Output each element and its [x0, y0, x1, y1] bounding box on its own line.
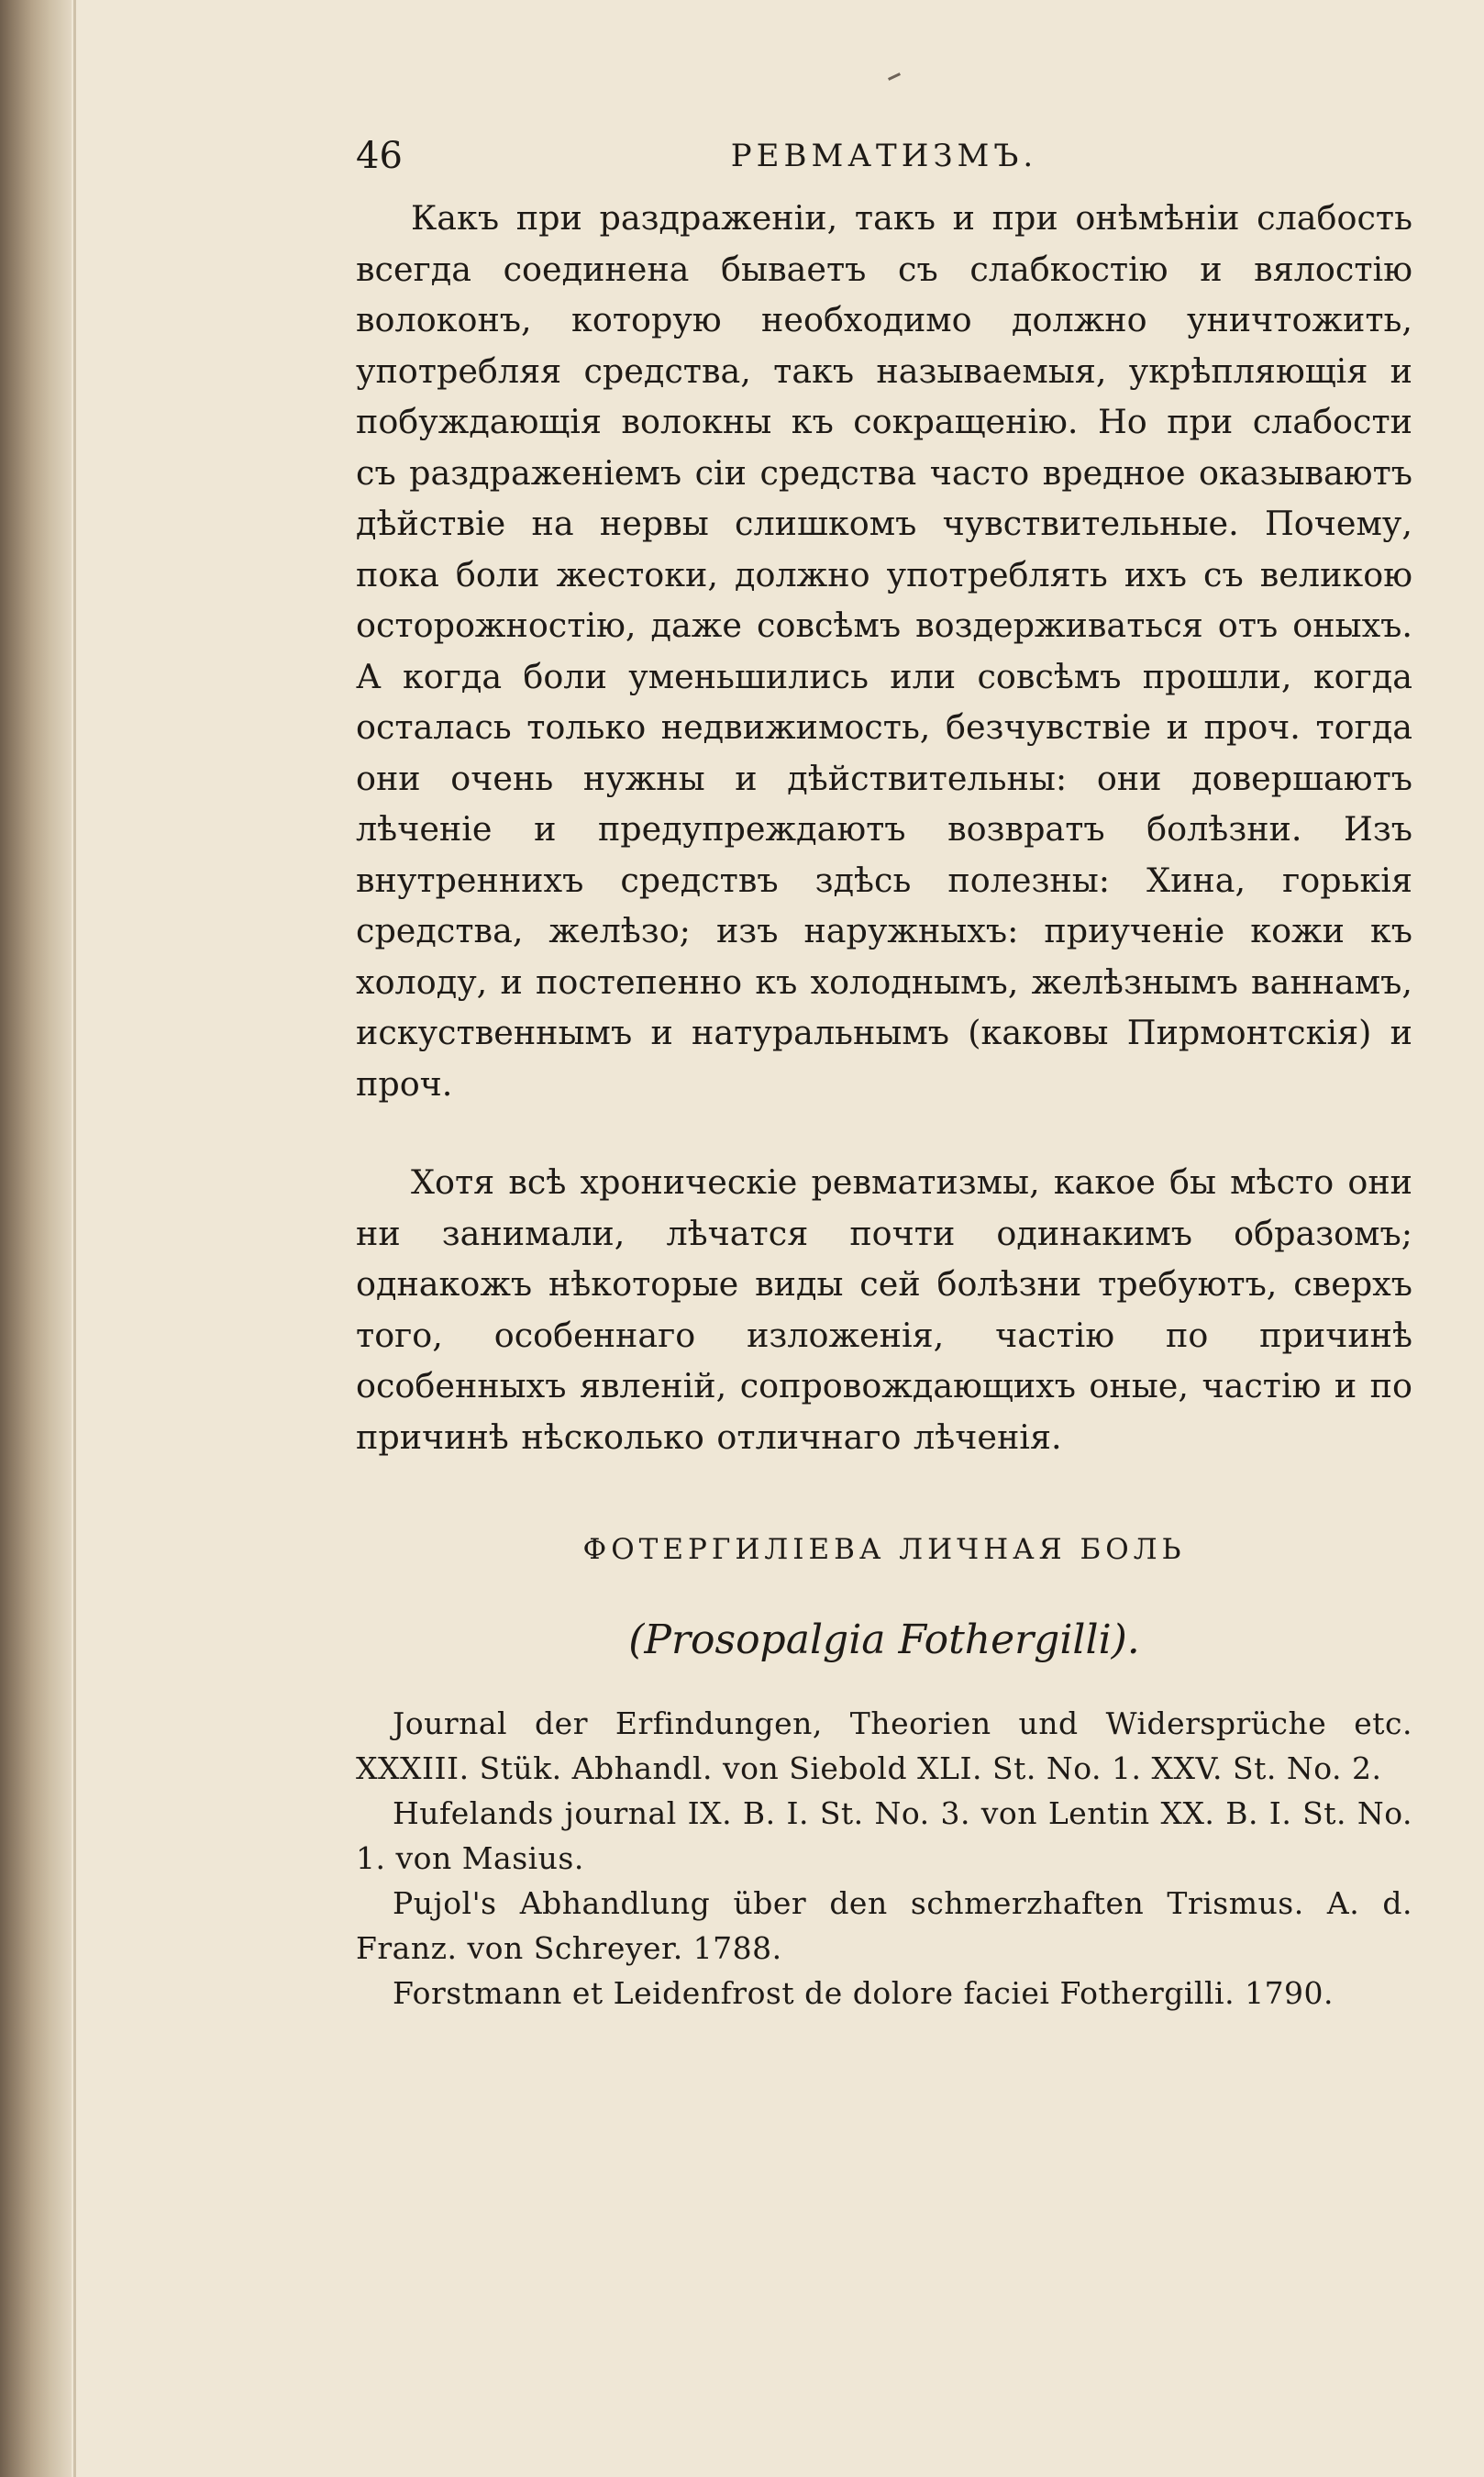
stray-ink-mark — [888, 72, 901, 81]
page-number: 46 — [356, 135, 403, 177]
reference-list — [356, 1701, 1412, 2016]
reference-item: Journal der Erfindungen, Theorien und Widersprüche etc. XXXIII. Stük. Abhandl. von Siebold XLI. St. No. 1. XXV. St. No. 2. — [356, 1705, 1412, 1786]
reference-item: Forstmann et Leidenfrost de dolore faciei Fothergilli. 1790. — [393, 1975, 1334, 2011]
reference-item: Hufelands journal IX. B. I. St. No. 3. von Lentin XX. B. I. St. No. 1. von Masius. — [356, 1795, 1412, 1876]
section-heading: ФОТЕРГИЛІЕВА ЛИЧНАЯ БОЛЬ — [582, 1533, 1186, 1566]
book-binding-edge — [0, 0, 72, 2477]
body-paragraph-2: Хотя всѣ хроническіе ревматизмы, какое бы мѣсто они ни занимали, лѣчатся почти одинакимъ образомъ; однакожъ нѣкоторые виды сей болѣзни требуютъ, сверхъ того, особеннаго изложенія, частію по причинѣ особенныхъ явленій, сопровождающихъ оные, частію и по причинѣ нѣсколько отличнаго лѣченія. — [356, 1162, 1412, 1457]
latin-subtitle: (Prosopalgia Fothergilli). — [628, 1616, 1140, 1663]
book-page — [356, 128, 1412, 2016]
reference-item: Pujol's Abhandlung über den schmerzhaften Trismus. A. d. Franz. von Schreyer. 1788. — [356, 1885, 1412, 1966]
binding-gutter-line — [73, 0, 76, 2477]
running-title: РЕВМАТИЗМЪ. — [730, 138, 1038, 174]
running-head — [356, 128, 1412, 193]
body-paragraph-1: Какъ при раздраженіи, такъ и при онѣмѣніи слабость всегда соединена бываетъ съ слабкостію и вялостію волоконъ, которую необходимо должно уничтожить, употребляя средства, такъ называемыя, укрѣпляющія и побуждающія волокны къ сокращенію. Но при слабости съ раздраженіемъ сіи средства часто вредное оказываютъ дѣйствіе на нервы слишкомъ чувствительные. Почему, пока боли жестоки, должно употреблять ихъ съ великою осторожностію, даже совсѣмъ воздерживаться отъ оныхъ. А когда боли уменьшились или совсѣмъ прошли, когда осталась только недвижимость, безчувствіе и проч. тогда они очень нужны и дѣйствительны: они довершаютъ лѣченіе и предупреждаютъ возвратъ болѣзни. Изъ внутреннихъ средствъ здѣсь полезны: Хина, горькія средства, желѣзо; изъ наружныхъ: приученіе кожи къ холоду, и постепенно къ холоднымъ, желѣзнымъ ваннамъ, искуственнымъ и натуральнымъ (каковы Пирмонтскія) и проч. — [356, 198, 1412, 1104]
